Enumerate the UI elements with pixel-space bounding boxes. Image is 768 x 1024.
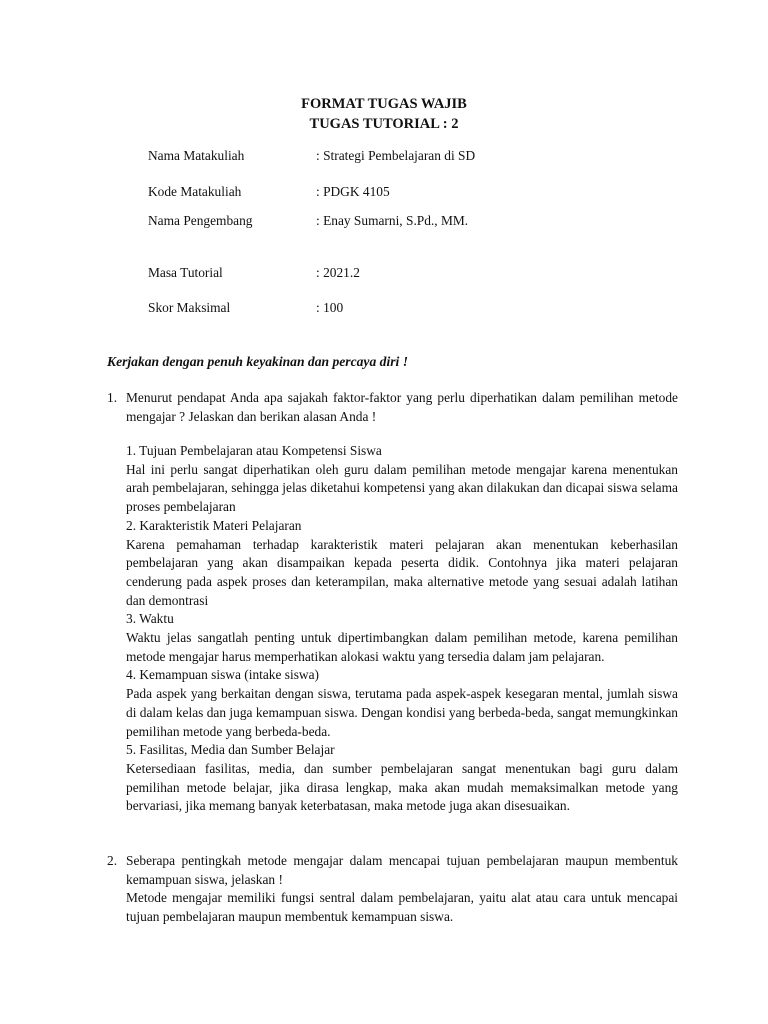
meta-label: Nama Matakuliah xyxy=(148,148,245,163)
question-number: 2. xyxy=(107,853,118,868)
meta-value: : 100 xyxy=(316,300,344,315)
answer-text: Metode mengajar memiliki fungsi sentral dalam pembelajaran, yaitu alat atau cara untuk mencapai tujuan pembelajaran maupun membentuk kemampuan siswa. xyxy=(126,890,678,925)
point-body: Ketersediaan fasilitas, media, dan sumber pembelajaran sangat menentukan bagi guru dalam pemilihan metode belajar, jika dirasa lengkap, maka akan mudah memaksimalkan metode yang bervariasi, jika memang banyak keterbatasan, maka metode juga akan disesuaikan. xyxy=(126,760,678,814)
document-subtitle: TUGAS TUTORIAL : 2 xyxy=(309,116,459,132)
point-title: 3. Waktu xyxy=(126,611,174,627)
meta-value: : PDGK 4105 xyxy=(316,184,390,199)
motto: Kerjakan dengan penuh keyakinan dan percaya diri ! xyxy=(107,354,408,369)
question-1 xyxy=(126,389,678,426)
question-text: Seberapa pentingkah metode mengajar dalam mencapai tujuan pembelajaran maupun membentuk kemampuan siswa, jelaskan ! xyxy=(126,853,678,887)
point-title: 5. Fasilitas, Media dan Sumber Belajar xyxy=(126,742,335,758)
meta-value: : 2021.2 xyxy=(316,265,360,280)
meta-course-name xyxy=(148,146,475,166)
meta-value: : Enay Sumarni, S.Pd., MM. xyxy=(316,213,469,228)
point-title: 4. Kemampuan siswa (intake siswa) xyxy=(126,667,320,683)
point-body: Hal ini perlu sangat diperhatikan oleh guru dalam pemilihan metode mengajar karena menentukan arah pembelajaran, sehingga jelas diketahui kompetensi yang akan dilakukan dan dicapai siswa selama proses pembelajaran xyxy=(126,461,678,515)
point-body: Waktu jelas sangatlah penting untuk dipertimbangkan dalam pemilihan metode, karena pemilihan metode mengajar harus memperhatikan alokasi waktu yang tersedia dalam jam pelajaran. xyxy=(126,630,678,664)
meta-course-code xyxy=(148,182,390,202)
point-body: Pada aspek yang berkaitan dengan siswa, terutama pada aspek-aspek kesegaran mental, jumlah siswa di dalam kelas dan juga kemampuan siswa. Dengan kondisi yang berbeda-beda, sangat memungkinkan pemilihan metode yang berbeda-beda. xyxy=(126,686,678,739)
question-text: Menurut pendapat Anda apa sajakah faktor-faktor yang perlu diperhatikan dalam pemilihan metode mengajar ? Jelaskan dan berikan alasan Anda ! xyxy=(126,390,678,424)
meta-developer xyxy=(148,211,468,231)
point-body: Karena pemahaman terhadap karakteristik materi pelajaran akan menentukan keberhasilan pembelajaran yang akan disampaikan kepada peserta didik. Contohnya jika materi pelajaran cenderung pada aspek proses dan keterampilan, maka alternative metode yang sesuai adalah latihan dan demontrasi xyxy=(126,536,678,608)
point-title: 2. Karakteristik Materi Pelajaran xyxy=(126,517,302,533)
meta-label: Masa Tutorial xyxy=(148,265,223,280)
answer-1 xyxy=(126,442,678,816)
document-title: FORMAT TUGAS WAJIB xyxy=(301,96,467,112)
meta-label: Skor Maksimal xyxy=(148,300,231,315)
meta-label: Kode Matakuliah xyxy=(148,184,242,199)
meta-label: Nama Pengembang xyxy=(148,213,253,228)
question-2 xyxy=(126,852,678,927)
meta-tutorial-period xyxy=(148,263,360,283)
document-header xyxy=(0,94,768,134)
meta-max-score xyxy=(148,298,343,318)
meta-value: : Strategi Pembelajaran di SD xyxy=(316,148,476,163)
question-number: 1. xyxy=(107,390,118,405)
point-title: 1. Tujuan Pembelajaran atau Kompetensi Siswa xyxy=(126,443,382,458)
